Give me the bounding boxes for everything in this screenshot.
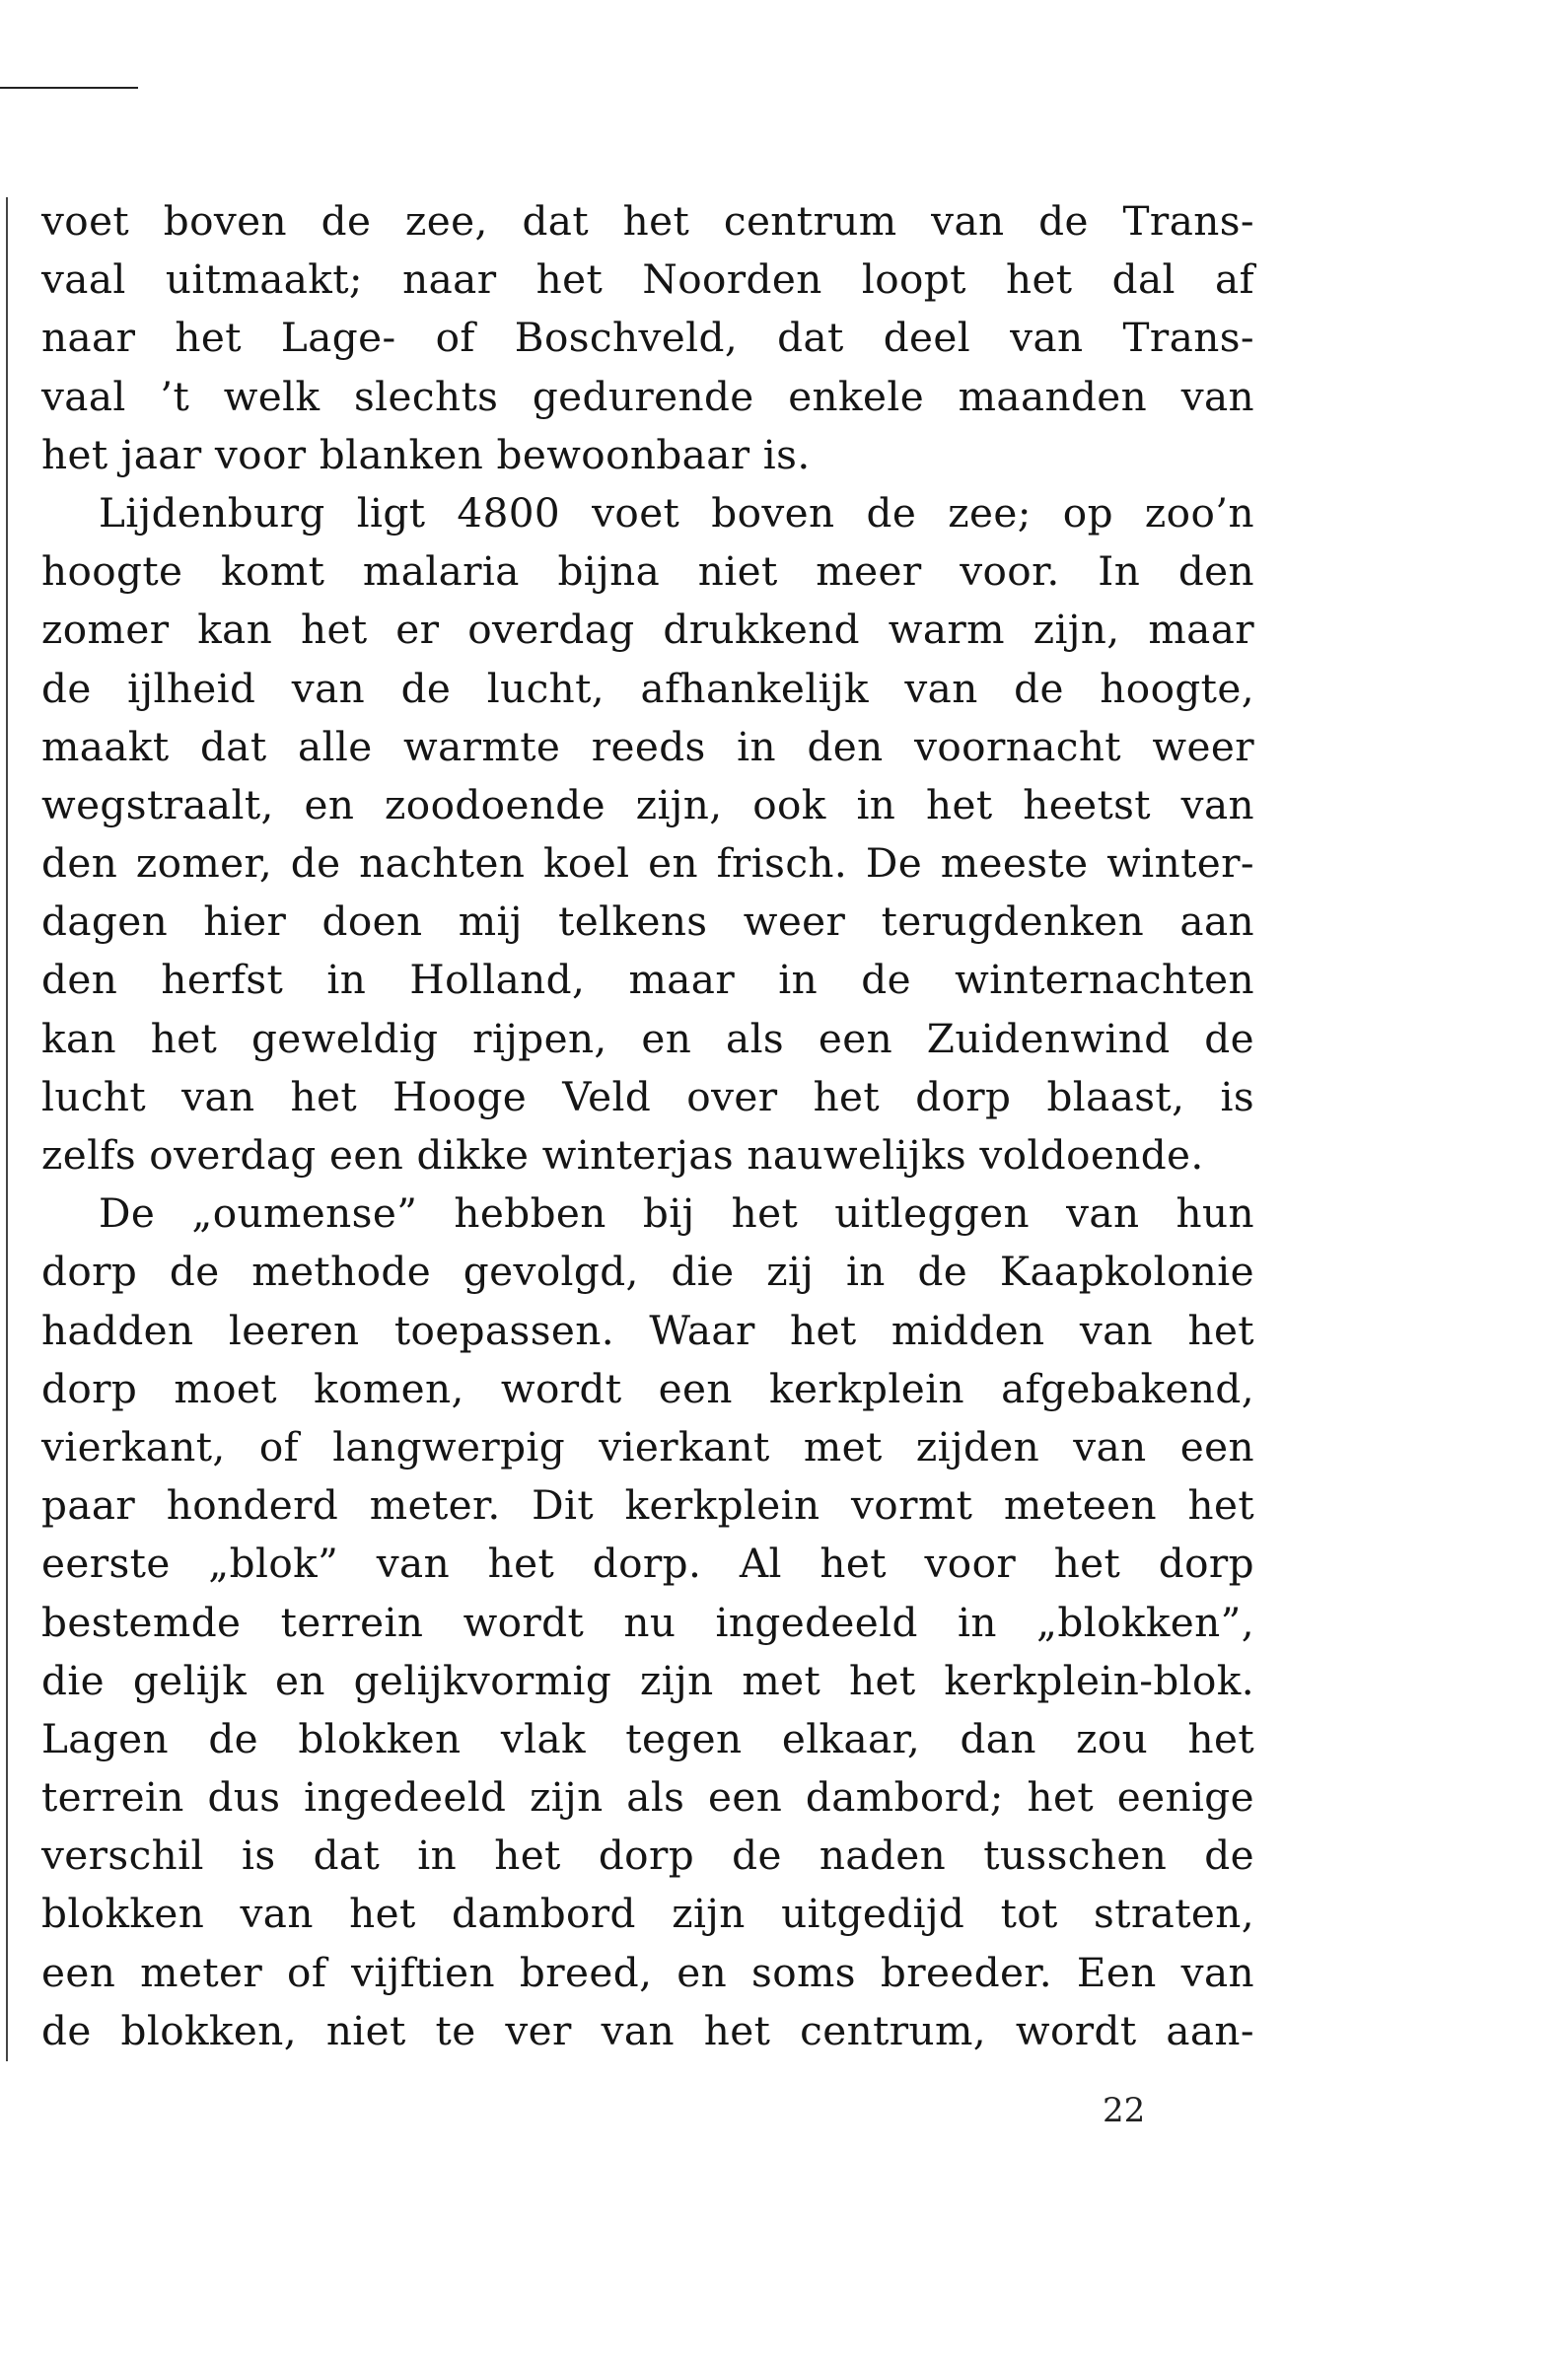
text-line: den zomer, de nachten koel en frisch. De meeste winter- [41,839,1254,888]
text-line: hadden leeren toepassen. Waar het midden van het [41,1306,1254,1354]
text-line: een meter of vijftien breed, en soms breeder. Een van [41,1948,1254,1996]
text-line: die gelijk en gelijkvormig zijn met het kerkplein-blok. [41,1656,1254,1704]
text-line: dorp de methode gevolgd, die zij in de Kaapkolonie [41,1248,1254,1296]
page-number: 22 [1103,2091,1146,2130]
text-line: De „oumense” hebben bij het uitleggen van hun [99,1189,1254,1238]
text-line: dagen hier doen mij telkens weer terugdenken aan [41,897,1254,946]
left-margin-line [6,197,8,2061]
text-line: maakt dat alle warmte reeds in den voornacht weer [41,722,1254,770]
text-line: de blokken, niet te ver van het centrum, wordt aan- [41,2006,1254,2054]
text-line: kan het geweldig rijpen, en als een Zuidenwind de [41,1014,1254,1062]
text-line: de ijlheid van de lucht, afhankelijk van de hoogte, [41,664,1254,712]
text-line: voet boven de zee, dat het centrum van de Trans- [41,197,1254,245]
text-line: dorp moet komen, wordt een kerkplein afgebakend, [41,1364,1254,1412]
page-body [41,192,1254,2060]
text-line: blokken van het dambord zijn uitgedijd tot straten, [41,1890,1254,1938]
top-rule [0,87,138,89]
text-line: verschil is dat in het dorp de naden tusschen de [41,1831,1254,1880]
text-line: terrein dus ingedeeld zijn als een dambord; het eenige [41,1773,1254,1822]
text-line: Lagen de blokken vlak tegen elkaar, dan zou het [41,1714,1254,1762]
text-line: paar honderd meter. Dit kerkplein vormt meteen het [41,1481,1254,1530]
text-line: het jaar voor blanken bewoonbaar is. [41,430,811,478]
text-line: bestemde terrein wordt nu ingedeeld in „blokken”, [41,1598,1254,1646]
text-line: vierkant, of langwerpig vierkant met zijden van een [41,1422,1254,1471]
text-line: den herfst in Holland, maar in de winternachten [41,956,1254,1004]
text-line: vaal uitmaakt; naar het Noorden loopt het dal af [41,255,1254,304]
paragraph-2 [41,484,1254,1184]
paragraph-1 [41,192,1254,484]
text-line: naar het Lage- of Boschveld, dat deel van Trans- [41,314,1254,362]
text-line: vaal ’t welk slechts gedurende enkele maanden van [41,372,1254,420]
text-line: lucht van het Hooge Veld over het dorp blaast, is [41,1072,1254,1120]
text-line: wegstraalt, en zoodoende zijn, ook in het heetst van [41,780,1254,828]
paragraph-3 [41,1184,1254,2060]
text-line: Lijdenburg ligt 4800 voet boven de zee; op zoo’n [99,488,1254,537]
text-line: eerste „blok” van het dorp. Al het voor het dorp [41,1540,1254,1588]
text-line: zomer kan het er overdag drukkend warm zijn, maar [41,606,1254,654]
text-line: zelfs overdag een dikke winterjas nauwelijks voldoende. [41,1131,1204,1179]
text-line: hoogte komt malaria bijna niet meer voor. In den [41,547,1254,596]
